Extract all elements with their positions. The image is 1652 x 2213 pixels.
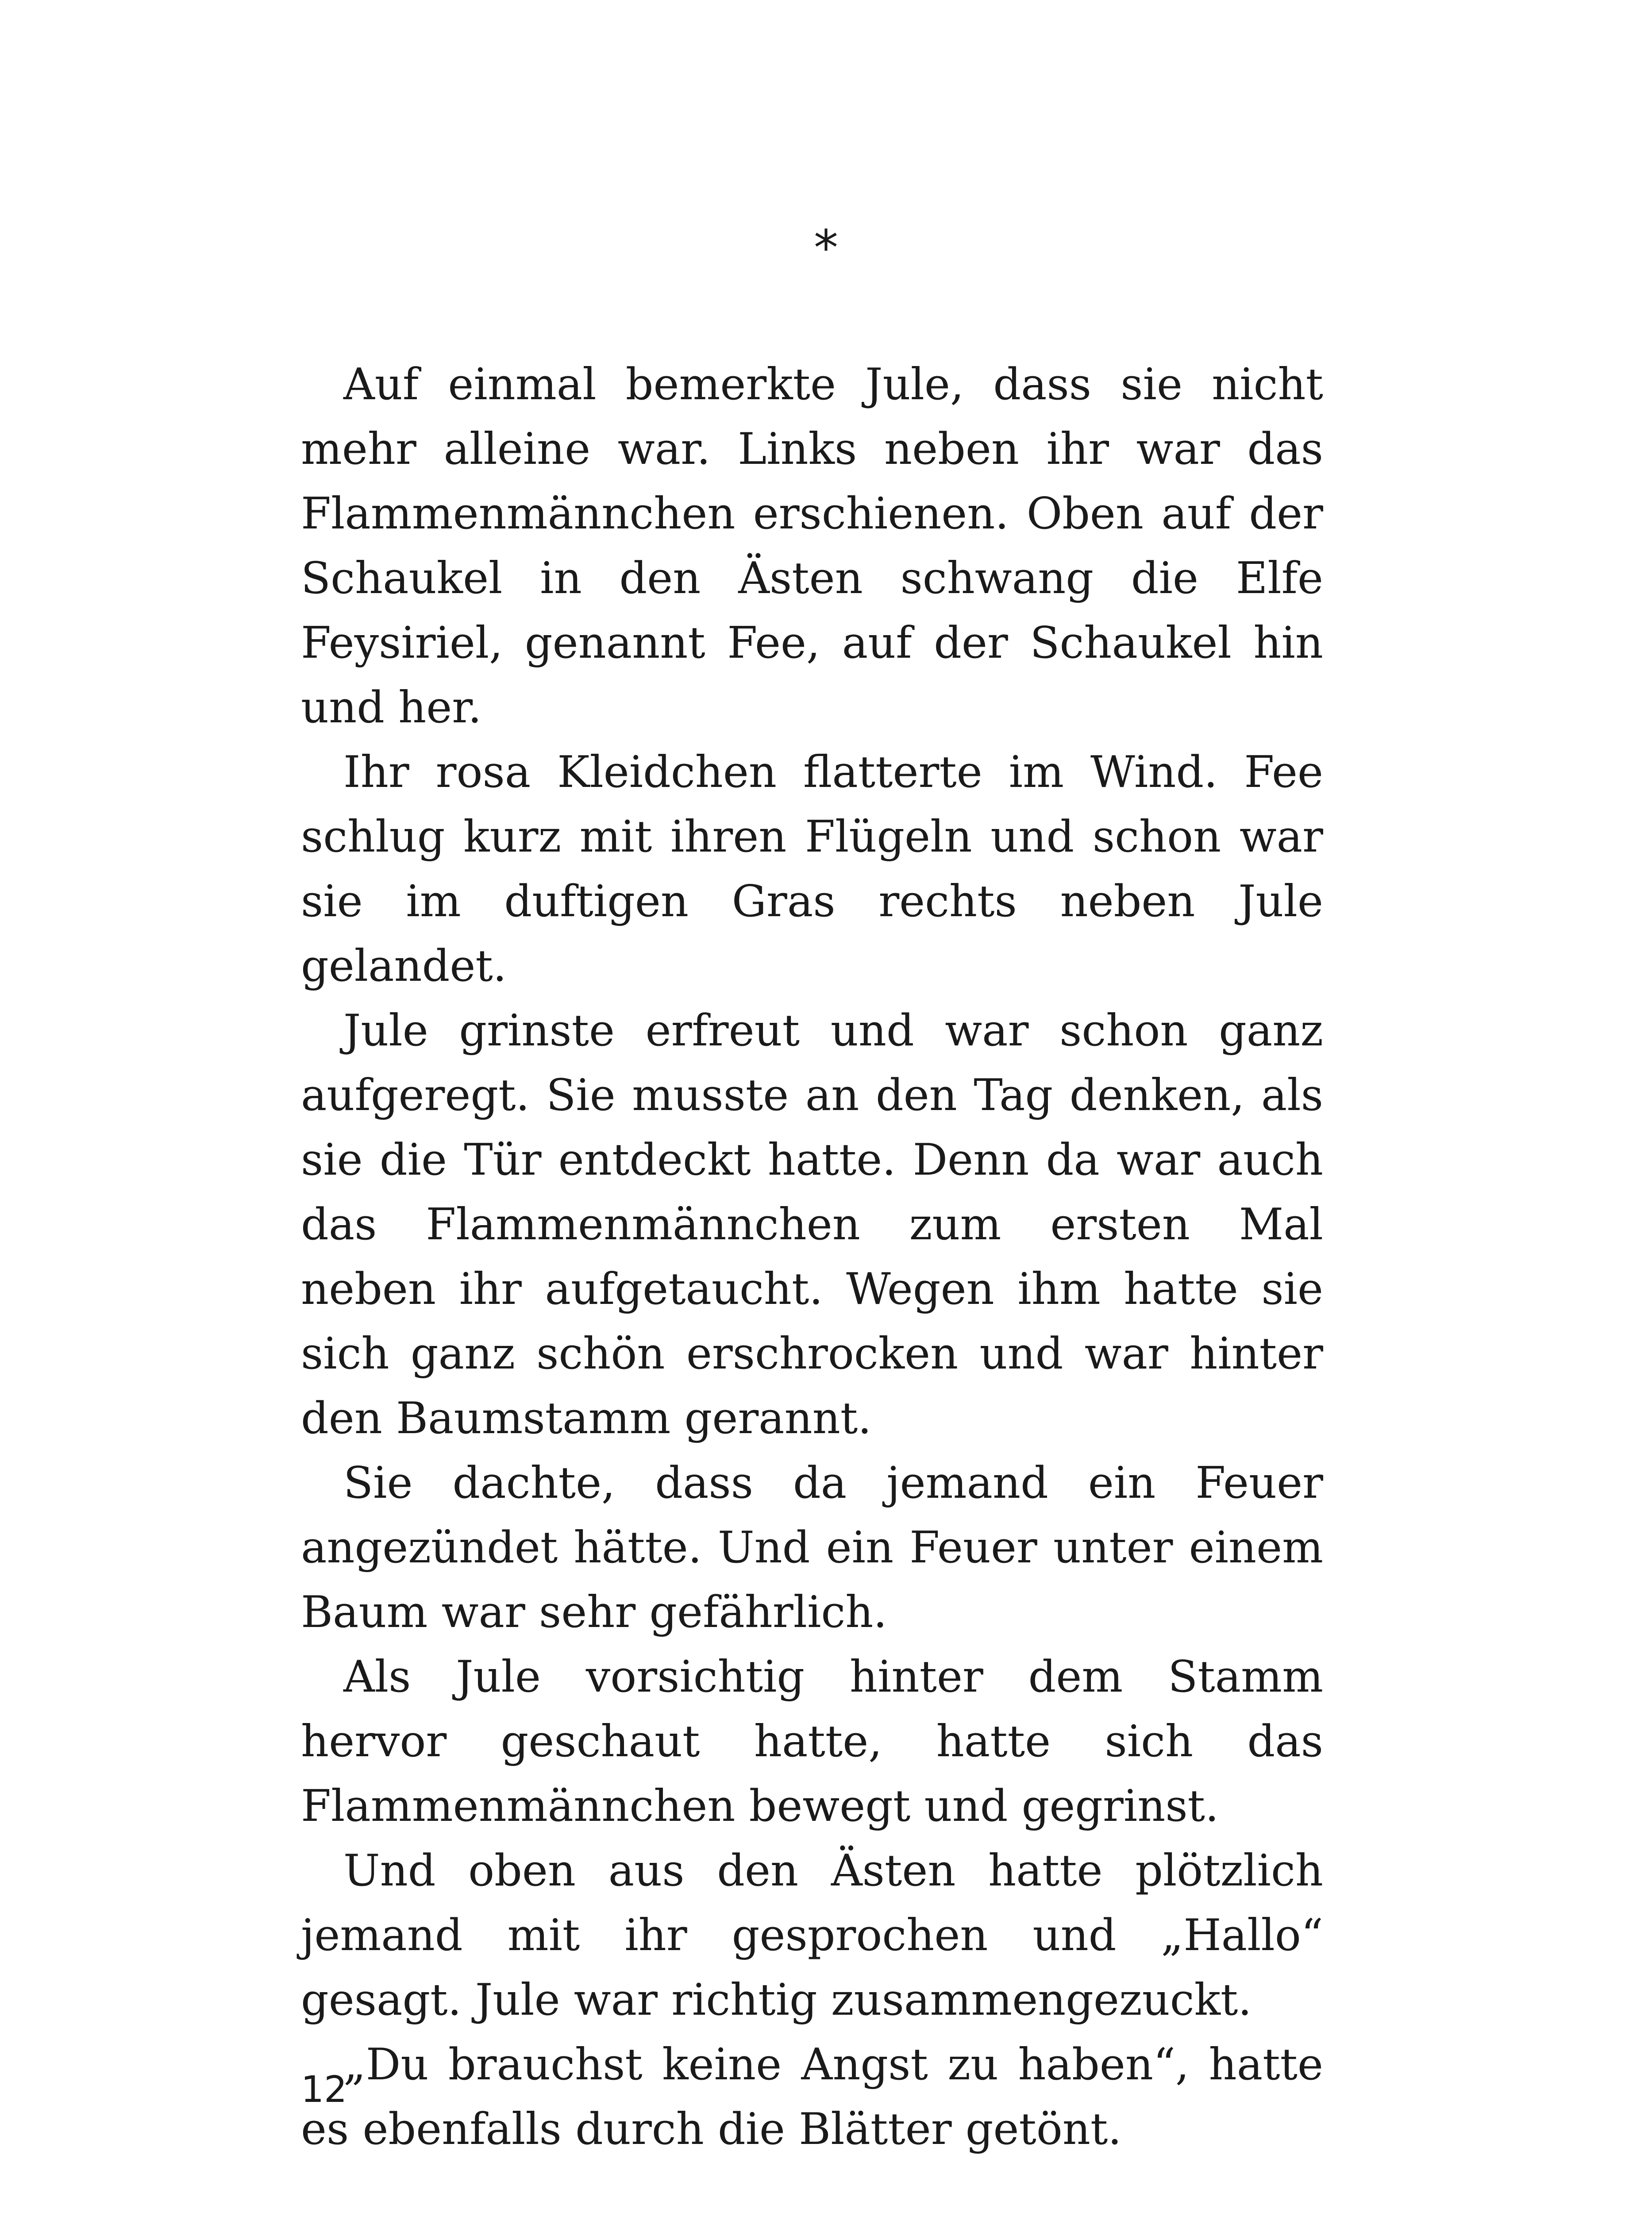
paragraph-7: „Du brauchst keine Angst zu haben“, hatte es ebenfalls durch die Blätter getönt.: [301, 2040, 1323, 2155]
paragraph-1: Auf einmal bemerkte Jule, dass sie nicht mehr alleine war. Links neben ihr war das Flammenmännchen erschienen. Oben auf der Schaukel in den Ästen schwang die Elfe Feysiriel, genannt Fee, auf der Schaukel hin und her.: [301, 359, 1323, 733]
paragraph-4: Sie dachte, dass da jemand ein Feuer angezündet hätte. Und ein Feuer unter einem Baum war sehr gefährlich.: [301, 1458, 1323, 1638]
page-number: 12: [301, 2069, 347, 2111]
paragraph-2: Ihr rosa Kleidchen flatterte im Wind. Fee schlug kurz mit ihren Flügeln und schon war sie im duftigen Gras rechts neben Jule gelandet.: [301, 747, 1323, 991]
paragraph-6: Und oben aus den Ästen hatte plötzlich jemand mit ihr gesprochen und „Hallo“ gesagt. Jule war richtig zusammengezuckt.: [301, 1846, 1323, 2025]
body-text: [301, 352, 1323, 2162]
paragraph-3: Jule grinste erfreut und war schon ganz aufgeregt. Sie musste an den Tag denken, als sie die Tür entdeckt hatte. Denn da war auch das Flammenmännchen zum ersten Mal neben ihr aufgetaucht. Wegen ihm hatte sie sich ganz schön erschrocken und war hinter den Baumstamm gerannt.: [301, 1006, 1323, 1444]
paragraph-5: Als Jule vorsichtig hinter dem Stamm hervor geschaut hatte, hatte sich das Flammenmännchen bewegt und gegrinst.: [301, 1652, 1323, 1831]
section-separator: *: [814, 220, 838, 276]
